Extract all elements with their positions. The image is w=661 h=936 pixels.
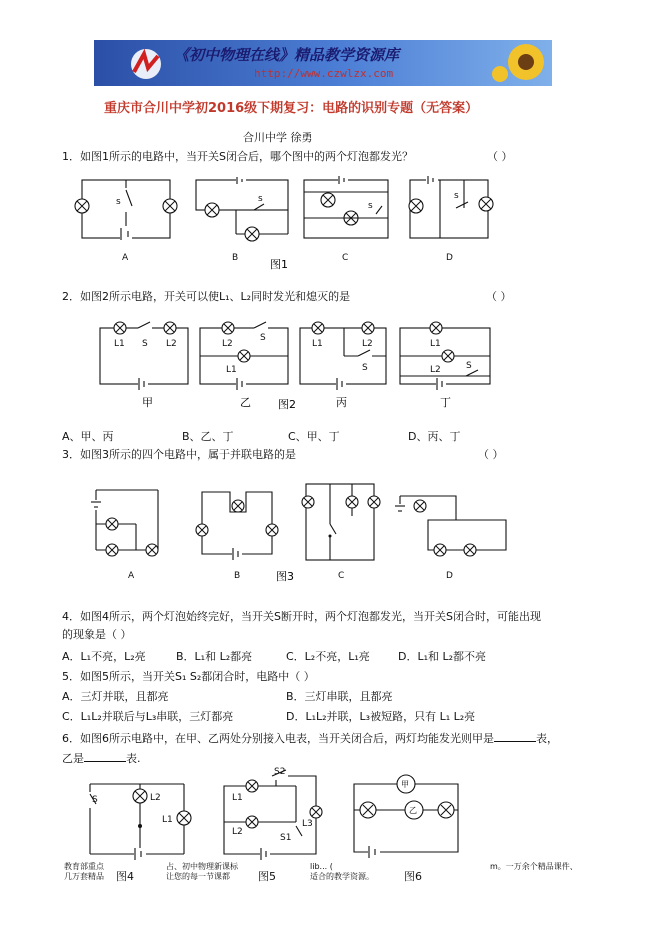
fig3-circuit-a xyxy=(90,490,158,556)
fig3-label-b: B xyxy=(234,571,241,581)
figure-2 xyxy=(96,316,496,412)
figure-6 xyxy=(346,770,476,866)
figure-5 xyxy=(216,764,346,866)
svg-text:L1: L1 xyxy=(312,339,323,349)
fig1-circuit-d xyxy=(409,175,493,238)
q2-option-d[interactable]: D、丙、丁 xyxy=(408,430,461,443)
svg-text:s: s xyxy=(258,194,263,204)
q5-option-a[interactable]: A．三灯并联，且都亮 xyxy=(62,690,169,703)
fig4-s: S xyxy=(92,795,98,805)
fig2-label-jia: 甲 xyxy=(142,396,153,409)
question-3: 3．如图3所示的四个电路中，属于并联电路的是 xyxy=(62,448,296,461)
svg-text:L1: L1 xyxy=(430,339,441,349)
svg-text:L2: L2 xyxy=(362,339,373,349)
author: 合川中学 徐勇 xyxy=(243,131,313,144)
fig5-s2: S2 xyxy=(274,767,286,777)
fig1-caption: 图1 xyxy=(270,258,288,271)
fig3-label-a: A xyxy=(128,571,135,581)
svg-text:S: S xyxy=(142,339,148,349)
fig6-yi: 乙 xyxy=(409,806,417,815)
question-1-answer-blank[interactable]: （ ） xyxy=(487,150,513,163)
q4-option-d[interactable]: D．L₁和 L₂都不亮 xyxy=(398,650,487,663)
fig2-label-yi: 乙 xyxy=(240,396,251,409)
footer-left-line-1: 教育部重点 xyxy=(64,862,104,871)
footer-mid-2 xyxy=(310,862,374,882)
question-2-answer-blank[interactable]: （ ） xyxy=(486,290,512,303)
fig3-label-d: D xyxy=(446,571,453,581)
fig3-circuit-d xyxy=(394,496,506,556)
question-6-text-a: 6．如图6所示电路中，在甲、乙两处分别接入电表，当开关闭合后，两灯均能发光则甲是 xyxy=(62,732,494,745)
svg-text:s: s xyxy=(368,201,373,211)
svg-text:S: S xyxy=(362,363,368,373)
question-6-text-b: 表， xyxy=(536,732,558,745)
question-3-answer-blank[interactable]: （ ） xyxy=(478,448,504,461)
fig6-jia: 甲 xyxy=(401,780,409,789)
svg-text:S: S xyxy=(260,333,266,343)
question-6-line-1 xyxy=(62,731,558,746)
question-4-line-1: 4．如图4所示，两个灯泡始终完好，当开关S断开时，两个灯泡都发光，当开关S闭合时，可能出现 xyxy=(62,610,541,623)
fig1-switch-label: s xyxy=(116,197,121,207)
footer-mid-1-line-1: 占、初中物理新课标 xyxy=(166,862,238,871)
footer-mid-2-line-1: lib... ( xyxy=(310,862,333,871)
fig4-l2: L2 xyxy=(150,793,161,803)
question-6-text-d: 表. xyxy=(126,752,141,765)
q2-option-b[interactable]: B、乙、丁 xyxy=(182,430,234,443)
svg-text:L1: L1 xyxy=(114,339,125,349)
question-4-line-2: 的现象是（ ） xyxy=(62,628,132,641)
svg-text:L2: L2 xyxy=(166,339,177,349)
fig5-l1: L1 xyxy=(232,793,243,803)
question-6-text-c: 乙是 xyxy=(62,752,84,765)
footer-mid-2-line-2: 适合的教学资源。 xyxy=(310,872,374,881)
footer-mid-1 xyxy=(166,862,238,882)
q4-option-a[interactable]: A．L₁不亮，L₂亮 xyxy=(62,650,146,663)
q2-option-c[interactable]: C、甲、丁 xyxy=(288,430,340,443)
fig1-circuit-a xyxy=(75,180,177,240)
q5-option-c[interactable]: C．L₁L₂并联后与L₃串联，三灯都亮 xyxy=(62,710,234,723)
fig2-circuit-jia xyxy=(100,322,188,390)
fig5-s1: S1 xyxy=(280,833,292,843)
fig2-label-bing: 丙 xyxy=(336,396,347,409)
fig4-caption: 图4 xyxy=(116,870,134,883)
fig1-circuit-c xyxy=(304,175,388,238)
svg-text:s: s xyxy=(454,191,459,201)
fig3-label-c: C xyxy=(338,571,345,581)
figure-4 xyxy=(80,774,200,866)
q5-option-b[interactable]: B．三灯串联，且都亮 xyxy=(286,690,393,703)
footer-left-line-2: 几万套精品 xyxy=(64,872,104,881)
fig6-caption: 图6 xyxy=(404,870,422,883)
question-6-line-2 xyxy=(62,751,141,766)
q2-option-a[interactable]: A、甲、丙 xyxy=(62,430,114,443)
question-1: 1．如图1所示的电路中，当开关S闭合后，哪个图中的两个灯泡都发光？ xyxy=(62,150,413,163)
footer-right: m。一万余个精品课件、 xyxy=(490,862,578,871)
fig3-circuit-c xyxy=(302,484,380,560)
fig3-circuit-b xyxy=(196,492,278,560)
q6-yi-blank[interactable] xyxy=(84,751,126,762)
q4-option-b[interactable]: B．L₁和 L₂都亮 xyxy=(176,650,253,663)
fig2-circuit-yi xyxy=(200,322,288,390)
banner-logo-icon xyxy=(126,46,166,82)
fig5-l3: L3 xyxy=(302,819,313,829)
fig4-l1: L1 xyxy=(162,815,173,825)
page-title: 重庆市合川中学初2016级下期复习：电路的识别专题（无答案） xyxy=(104,101,479,116)
svg-text:L2: L2 xyxy=(222,339,233,349)
svg-text:S: S xyxy=(466,361,472,371)
figure-1 xyxy=(66,168,506,272)
fig1-circuit-b xyxy=(196,176,288,241)
q4-option-c[interactable]: C．L₂不亮，L₁亮 xyxy=(286,650,370,663)
question-2: 2．如图2所示电路，开关可以使L₁、L₂同时发光和熄灭的是 xyxy=(62,290,351,303)
fig2-circuit-ding xyxy=(400,322,490,390)
banner xyxy=(94,40,552,86)
fig1-label-b: B xyxy=(232,253,239,263)
fig1-label-d: D xyxy=(446,253,453,263)
fig3-caption: 图3 xyxy=(276,570,294,583)
svg-text:L2: L2 xyxy=(430,365,441,375)
fig1-label-c: C xyxy=(342,253,349,263)
svg-text:L1: L1 xyxy=(226,365,237,375)
footer-left xyxy=(64,862,104,882)
banner-url[interactable]: http://www.czwlzx.com xyxy=(254,67,394,80)
footer-mid-1-line-2: 让您的每一节课都 xyxy=(166,872,230,881)
fig2-circuit-bing xyxy=(300,322,386,390)
q6-jia-blank[interactable] xyxy=(494,731,536,742)
sunflower-icon xyxy=(492,40,552,86)
figure-3 xyxy=(86,476,526,586)
fig2-label-ding: 丁 xyxy=(440,396,451,409)
q5-option-d[interactable]: D．L₁L₂并联，L₃被短路，只有 L₁ L₂亮 xyxy=(286,710,476,723)
question-5: 5．如图5所示，当开关S₁ S₂都闭合时，电路中（ ） xyxy=(62,670,315,683)
banner-title: 《初中物理在线》精品教学资源库 xyxy=(174,46,400,64)
fig5-l2: L2 xyxy=(232,827,243,837)
fig1-label-a: A xyxy=(122,253,129,263)
fig2-caption: 图2 xyxy=(278,398,296,411)
fig5-caption: 图5 xyxy=(258,870,276,883)
